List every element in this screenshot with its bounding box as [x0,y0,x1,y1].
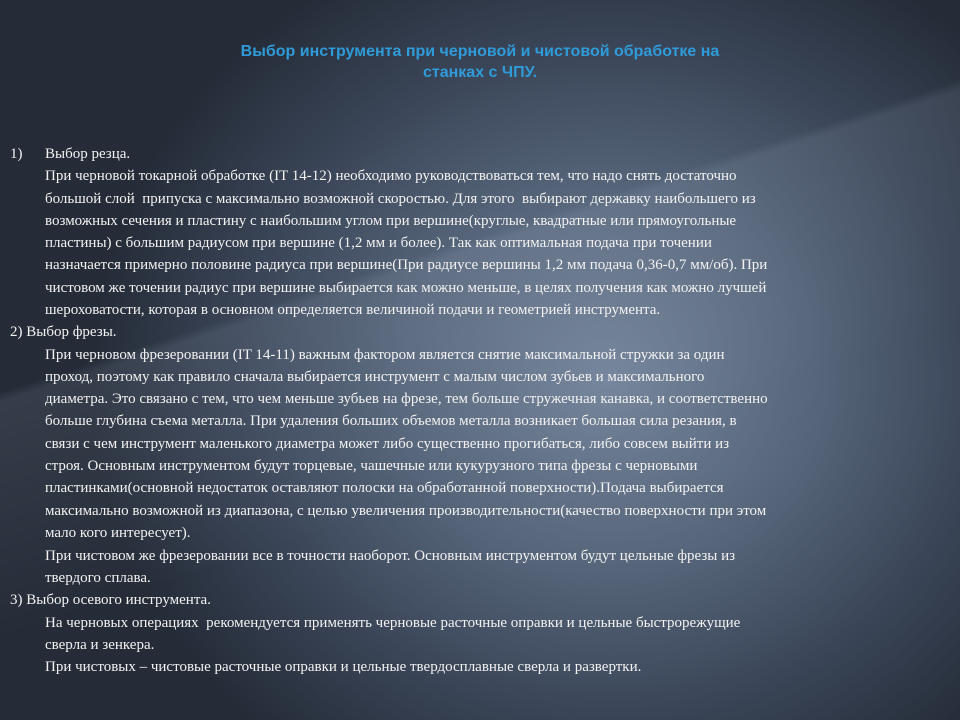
section-1-paragraph [10,165,767,321]
paragraph-line: возможных сечения и пластину с наибольшим углом при вершине(круглые, квадратные или прямоугольные [45,212,737,229]
section-1-number: 1) [10,146,23,162]
paragraph-line: чистовом же точении радиус при вершине выбирается как можно меньше, в целях получения как можно лучшей [45,279,767,296]
slide-title-line-1: Выбор инструмента при черновой и чистовой обработке на [240,43,720,60]
paragraph-line: большой слой припуска с максимально возможной скоростью. Для этого выбирают державку наибольшего из [45,190,756,207]
paragraph-line: При черновом фрезеровании (IT 14-11) важным фактором является снятие максимальной стружки за один [45,346,725,363]
paragraph-line: максимально возможной из диапазона, с целью увеличения производительности(качество поверхности при этом [45,502,767,519]
section-3-paragraph-rough [10,612,740,657]
paragraph-line: При черновой токарной обработке (IT 14-12) необходимо руководствоваться тем, что надо снять достаточно [45,168,737,185]
section-2-paragraph-rough [10,344,768,545]
paragraph-line: строя. Основным инструментом будут торцевые, чашечные или кукурузного типа фрезы с черновыми [45,457,698,474]
paragraph-line: больше глубина съема металла. При удаления больших объемов металла возникает большая сила резания, в [45,413,737,430]
section-2-heading [10,321,117,343]
paragraph-line: диаметра. Это связано с тем, что чем меньше зубьев на фрезе, тем больше стружечная канавка, и соответственно [45,391,768,408]
section-1-heading [10,143,130,165]
slide-title-line-2: станках с ЧПУ. [422,64,538,81]
section-1-title: Выбор резца. [45,146,131,162]
paragraph-line: назначается примерно половине радиуса при вершине(При радиусе вершины 1,2 мм подача 0,36-0,7 мм/об). При [45,257,768,274]
paragraph-line: твердого сплава. [45,570,151,587]
paragraph-line: На черновых операциях рекомендуется применять черновые расточные оправки и цельные быстрорежущие [45,614,741,631]
paragraph-line: шероховатости, которая в основном определяется величиной подачи и геометрией инструмента. [45,302,661,319]
paragraph-line: пластинками(основной недостаток оставляют полоски на обработанной поверхности).Подача выбирается [45,480,724,497]
section-3-title: 3) Выбор осевого инструмента. [10,592,211,608]
section-2-title: 2) Выбор фрезы. [10,324,117,340]
slide-title [150,41,810,83]
section-3-paragraph-finish [10,656,641,678]
paragraph-line: При чистовых – чистовые расточные оправки и цельные твердосплавные сверла и развертки. [45,659,642,675]
paragraph-line: мало кого интересует). [45,524,191,541]
section-3-heading [10,589,211,611]
paragraph-line: сверла и зенкера. [45,636,155,653]
paragraph-line: При чистовом же фрезеровании все в точности наоборот. Основным инструментом будут цельные фрезы из [45,548,736,564]
paragraph-line: пластины) с большим радиусом при вершине (1,2 мм и более). Так как оптимальная подача при точении [45,235,712,252]
paragraph-line: проход, поэтому как правило сначала выбирается инструмент с малым числом зубьев и максимального [45,368,705,385]
paragraph-line: связи с чем инструмент маленького диаметра может либо существенно прогибаться, либо совсем выйти из [45,435,730,452]
section-2-paragraph-finish [10,545,735,590]
